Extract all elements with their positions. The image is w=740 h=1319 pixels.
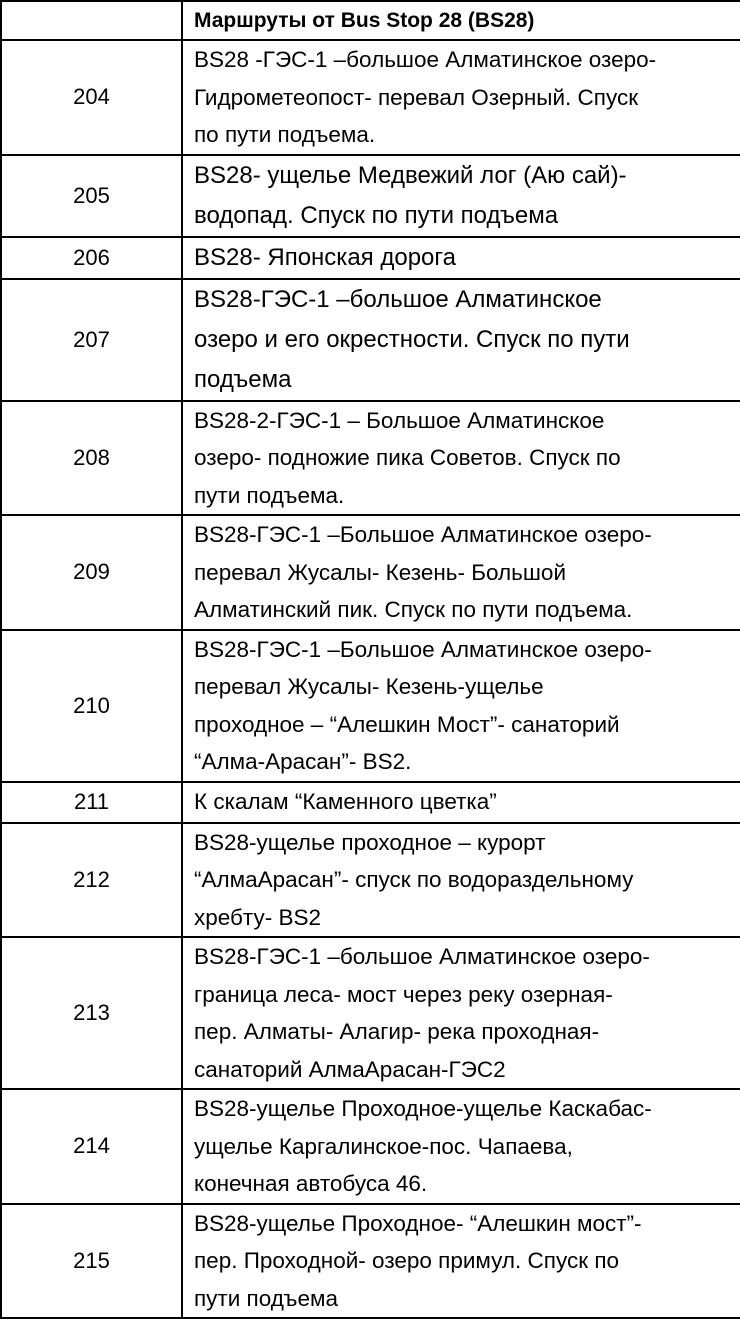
route-description-line: BS28-ГЭС-1 –Большое Алматинское озеро- — [194, 636, 652, 662]
route-description — [182, 401, 740, 516]
route-number: 212 — [1, 823, 182, 938]
route-number: 206 — [1, 237, 182, 279]
table-row — [1, 237, 740, 279]
table-row — [1, 279, 740, 401]
route-description-line: перевал Жусалы- Кезень- Большой — [194, 559, 567, 585]
route-number: 205 — [1, 155, 182, 237]
route-description-line: BS28-ГЭС-1 –Большое Алматинское озеро- — [194, 522, 652, 547]
route-description-line: конечная автобуса 46. — [194, 1171, 428, 1196]
route-number: 209 — [1, 515, 182, 630]
table-row — [1, 1204, 740, 1319]
table-header-row — [1, 1, 740, 40]
route-description-line: BS28-ГЭС-1 –большое Алматинское — [194, 285, 602, 313]
route-description-line: перевал Жусалы- Кезень-ущелье — [194, 674, 544, 699]
table-row — [1, 40, 740, 155]
route-description-line: граница леса- мост через реку озерная- — [194, 981, 613, 1007]
route-description-line: санаторий АлмаАрасан-ГЭС2 — [194, 1056, 506, 1082]
route-description-line: BS28-ущелье Проходное-ущелье Каскабас- — [194, 1096, 652, 1121]
route-number: 213 — [1, 937, 182, 1089]
route-number: 208 — [1, 401, 182, 516]
route-description-line: BS28 -ГЭС-1 –большое Алматинское озеро- — [194, 47, 657, 72]
route-description-line: пути подъема. — [194, 482, 345, 508]
table-row — [1, 155, 740, 237]
route-description — [182, 155, 740, 237]
table-row — [1, 1089, 740, 1204]
route-number: 207 — [1, 279, 182, 401]
route-description-line: пути подъема — [194, 1285, 338, 1311]
header-number-cell — [1, 1, 182, 40]
route-description-line: К скалам “Каменного цветка” — [194, 789, 497, 815]
table-row — [1, 823, 740, 938]
route-description-line: подъема — [194, 365, 292, 393]
table-title: Маршруты от Bus Stop 28 (BS28) — [182, 1, 740, 40]
route-description — [182, 40, 740, 155]
route-description-line: пер. Проходной- озеро примул. Спуск по — [194, 1248, 620, 1273]
route-number: 215 — [1, 1204, 182, 1319]
route-description-line: Гидрометеопост- перевал Озерный. Спуск — [194, 84, 639, 110]
route-description-line: пер. Алматы- Алагир- река проходная- — [194, 1019, 600, 1044]
route-description-line: “Алма-Арасан”- BS2. — [194, 749, 412, 774]
route-description-line: Алматинский пик. Спуск по пути подъема. — [194, 597, 633, 622]
route-number: 204 — [1, 40, 182, 155]
route-description — [182, 279, 740, 401]
route-description-line: BS28-ущелье Проходное- “Алешкин мост”- — [194, 1210, 642, 1236]
route-description — [182, 937, 740, 1089]
route-description — [182, 630, 740, 782]
route-description-line: ущелье Каргалинское-пос. Чапаева, — [194, 1133, 573, 1159]
route-description — [182, 823, 740, 938]
route-description-line: проходное – “Алешкин Мост”- санаторий — [194, 711, 620, 737]
route-description-line: водопад. Спуск по пути подъема — [194, 201, 559, 229]
route-description-line: BS28- Японская дорога — [194, 243, 456, 271]
route-description-line: озеро и его окрестности. Спуск по пути — [194, 325, 630, 353]
route-description-line: BS28-ущелье проходное – курорт — [194, 829, 546, 855]
route-description — [182, 1204, 740, 1319]
route-description-line: BS28-2-ГЭС-1 – Большое Алматинское — [194, 407, 605, 433]
route-description — [182, 782, 740, 823]
route-description-line: BS28- ущелье Медвежий лог (Аю сай)- — [194, 161, 627, 189]
table-row — [1, 515, 740, 630]
route-description-line: хребту- BS2 — [194, 904, 321, 930]
route-description-line: озеро- подножие пика Советов. Спуск по — [194, 445, 621, 470]
route-description — [182, 237, 740, 279]
route-description — [182, 515, 740, 630]
route-description — [182, 1089, 740, 1204]
table-row — [1, 937, 740, 1089]
route-description-line: BS28-ГЭС-1 –большое Алматинское озеро- — [194, 944, 650, 969]
route-number: 210 — [1, 630, 182, 782]
route-description-line: “АлмаАрасан”- спуск по водораздельному — [194, 867, 634, 892]
route-number: 214 — [1, 1089, 182, 1204]
route-number: 211 — [1, 782, 182, 823]
table-row — [1, 630, 740, 782]
table-row — [1, 401, 740, 516]
route-description-line: по пути подъема. — [194, 122, 376, 147]
table-row — [1, 782, 740, 823]
